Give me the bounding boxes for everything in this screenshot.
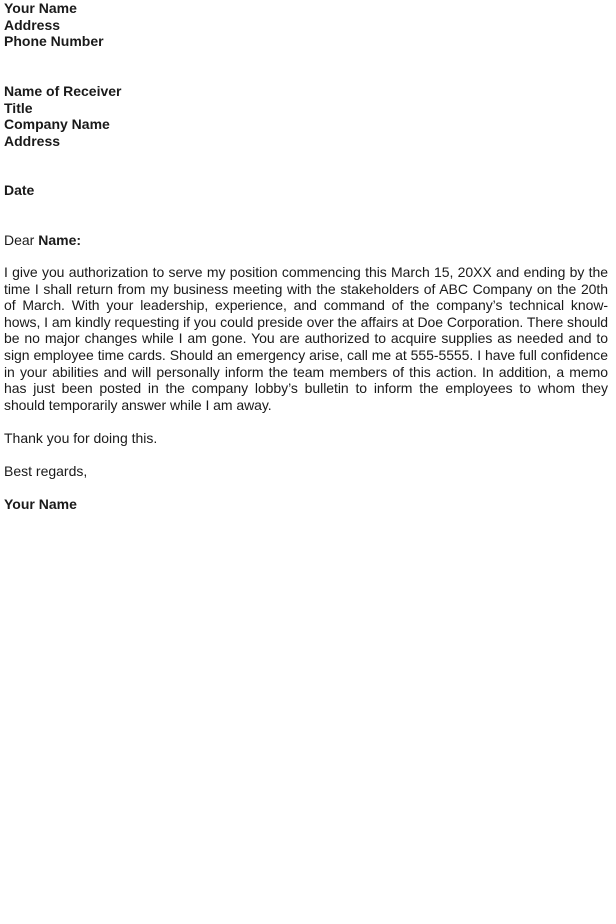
signature-block xyxy=(4,496,610,513)
receiver-address: Address xyxy=(4,132,61,149)
closing-text: Best regards, xyxy=(4,463,88,479)
receiver-block xyxy=(4,83,610,149)
receiver-name: Name of Receiver xyxy=(4,83,122,99)
receiver-company: Company Name xyxy=(4,116,110,133)
sender-address: Address xyxy=(4,16,61,33)
salutation-greeting: Dear xyxy=(4,232,39,248)
letter-date: Date xyxy=(4,182,35,198)
sender-name: Your Name xyxy=(4,0,77,16)
salutation-name: Name: xyxy=(38,232,82,248)
thanks-text: Thank you for doing this. xyxy=(4,430,158,446)
thanks-line xyxy=(4,430,610,447)
salutation xyxy=(4,232,610,249)
sender-phone: Phone Number xyxy=(4,33,104,50)
letter-body: I give you authorization to serve my position commencing this March 15, 20XX and ending by the time I shall return from my business meeting with the stakeholders of ABC Company on the 20th of March. With your leadership, experience, and command of the company’s technical know-hows, I am kindly requesting if you could preside over the affairs at Doe Corporation. There should be no major changes while I am gone. You are authorized to acquire supplies as needed and to sign employee time cards. Should an emergency arise, call me at 555-5555. I have full confidence in your abilities and will personally inform the team members of this action. In addition, a memo has just been posted in the company lobby’s bulletin to inform the employees to whom they should temporarily answer while I am away. xyxy=(4,264,608,413)
closing-line xyxy=(4,463,610,480)
date-block xyxy=(4,182,610,199)
sender-block xyxy=(4,0,610,50)
signature-name: Your Name xyxy=(4,496,77,512)
receiver-title: Title xyxy=(4,99,33,116)
